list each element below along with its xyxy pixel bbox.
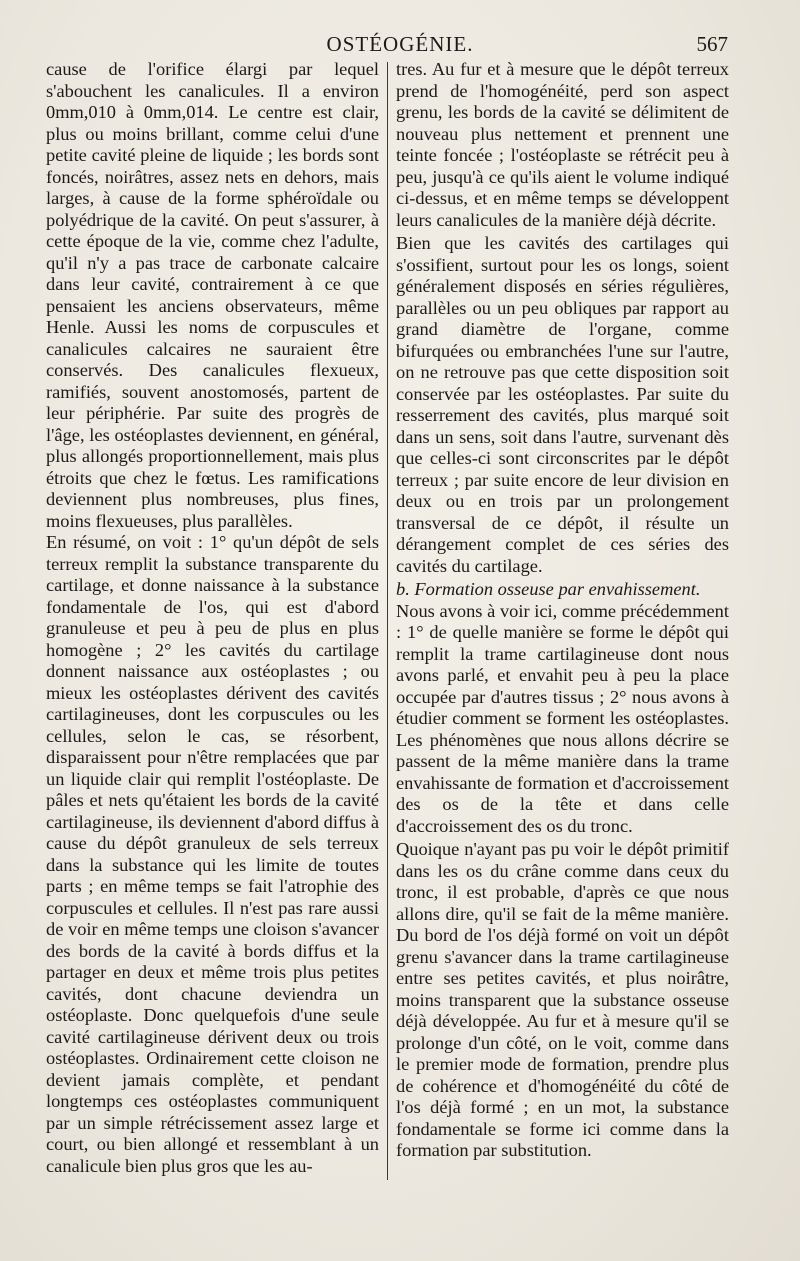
paragraph: cause de l'orifice élargi par lequel s'abouchent les canalicules. Il a environ 0mm,010 à 0mm,014. Le centre est clair, plus ou moins brillant, comme celui d'une petite cavité pleine de liquide ; les bords sont foncés, noirâtres, assez nets en dehors, mais larges, à cause de la forme sphéroïdale ou polyédrique de la cavité. On peut s'assurer, à cette époque de la vie, comme chez l'adulte, qu'il n'y a pas trace de carbonate calcaire dans leur cavité, contrairement à ce que pensaient les anciens observateurs, même Henle. Aussi les noms de corpuscules et canalicules calcaires ne sauraient être conservés. Des canalicules flexueux, ramifiés, souvent anostomosés, partent de leur périphérie. Par suite des progrès de l'âge, les ostéoplastes deviennent, en général, plus allongés proportionnellement, mais plus étroits que chez le fœtus. Les ramifications deviennent plus nombreuses, plus fines, moins flexueuses, plus parallèles. — [46, 59, 379, 531]
running-header-title: OSTÉOGÉNIE. — [326, 32, 474, 56]
column-divider — [387, 62, 388, 1180]
left-column — [46, 59, 379, 1177]
paragraph: tres. Au fur et à mesure que le dépôt terreux prend de l'homogénéité, perd son aspect grenu, les bords de la cavité se délimitent de nouveau plus nettement et prennent une teinte foncée ; l'ostéoplaste se rétrécit peu à peu, jusqu'à ce qu'ils aient le volume indiqué ci-dessus, et en même temps se développent leurs canalicules de la manière déjà décrite. — [396, 59, 729, 230]
paragraph: En résumé, on voit : 1° qu'un dépôt de sels terreux remplit la substance transparente du cartilage, et donne naissance à la substance fondamentale de l'os, qui est d'abord granuleuse et peu à peu de plus en plus homogène ; 2° les cavités du cartilage donnent naissance aux ostéoplastes ; ou mieux les ostéoplastes dérivent des cavités cartilagineuses, dont les corpuscules ou les cellules, selon le cas, se résorbent, disparaissent pour n'être remplacées que par un liquide clair qui remplit l'ostéoplaste. De pâles et nets qu'étaient les bords de la cavité cartilagineuse, ils deviennent d'abord diffus à cause du dépôt granuleux de sels terreux dans la substance qui les limite de toutes parts ; en même temps se fait l'atrophie des corpuscules et cellules. Il n'est pas rare aussi de voir en même temps une cloison s'avancer des bords de la cavité à bords diffus et la partager en deux et même trois plus petites cavités, dont chacune deviendra un ostéoplaste. Donc quelquefois d'une seule cavité cartilagineuse dérivent deux ou trois ostéoplastes. Ordinairement cette cloison ne devient jamais complète, et pendant longtemps ces ostéoplastes communiquent par un simple rétrécissement assez large et court, ou bien allongé et ressemblant à un canalicule bien plus gros que les au- — [46, 532, 379, 1176]
section-subheading: b. Formation osseuse par envahissement. — [396, 579, 701, 599]
paragraph: Bien que les cavités des cartilages qui s'ossifient, surtout pour les os longs, soient généralement disposés en séries régulières, parallèles ou un peu obliques par rapport au grand diamètre de l'organe, comme bifurquées ou embranchées l'une sur l'autre, on ne retrouve pas que cette disposition soit conservée par les ostéoplastes. Par suite du resserrement des cavités, plus marqué soit dans un sens, soit dans l'autre, survenant dès que celles-ci sont circonscrites par le dépôt terreux ; par suite encore de leur division en deux ou en trois par un prolongement transversal de ce dépôt, il résulte un dérangement complet de ces séries des cavités du cartilage. — [396, 233, 729, 576]
paragraph: Nous avons à voir ici, comme précédemment : 1° de quelle manière se forme le dépôt qui remplit la trame cartilagineuse dont nous avons parlé, et envahit peu à peu la place occupée par d'autres tissus ; 2° nous avons à étudier comment se forment les ostéoplastes. Les phénomènes que nous allons décrire se passent de la même manière dans la trame envahissante de formation et d'accroissement des os de la tête et dans celle d'accroissement des os du tronc. — [396, 600, 729, 836]
paragraph: Quoique n'ayant pas pu voir le dépôt primitif dans les os du crâne comme dans ceux du tronc, il est probable, d'après ce que nous allons dire, qu'il se fait de la même manière. Du bord de l'os déjà formé on voit un dépôt grenu s'avancer dans la trame cartilagineuse entre ses petites cavités, et plus noirâtre, moins transparent que la substance osseuse déjà développée. Au fur et à mesure qu'il se prolonge d'un côté, on le voit, comme dans le premier mode de formation, prendre plus de cohérence et d'homogénéité du côté de l'os déjà formé ; en un mot, la substance fondamentale se forme ici comme dans la formation par substitution. — [396, 839, 729, 1160]
page-number: 567 — [696, 32, 728, 56]
right-column — [396, 59, 729, 1162]
